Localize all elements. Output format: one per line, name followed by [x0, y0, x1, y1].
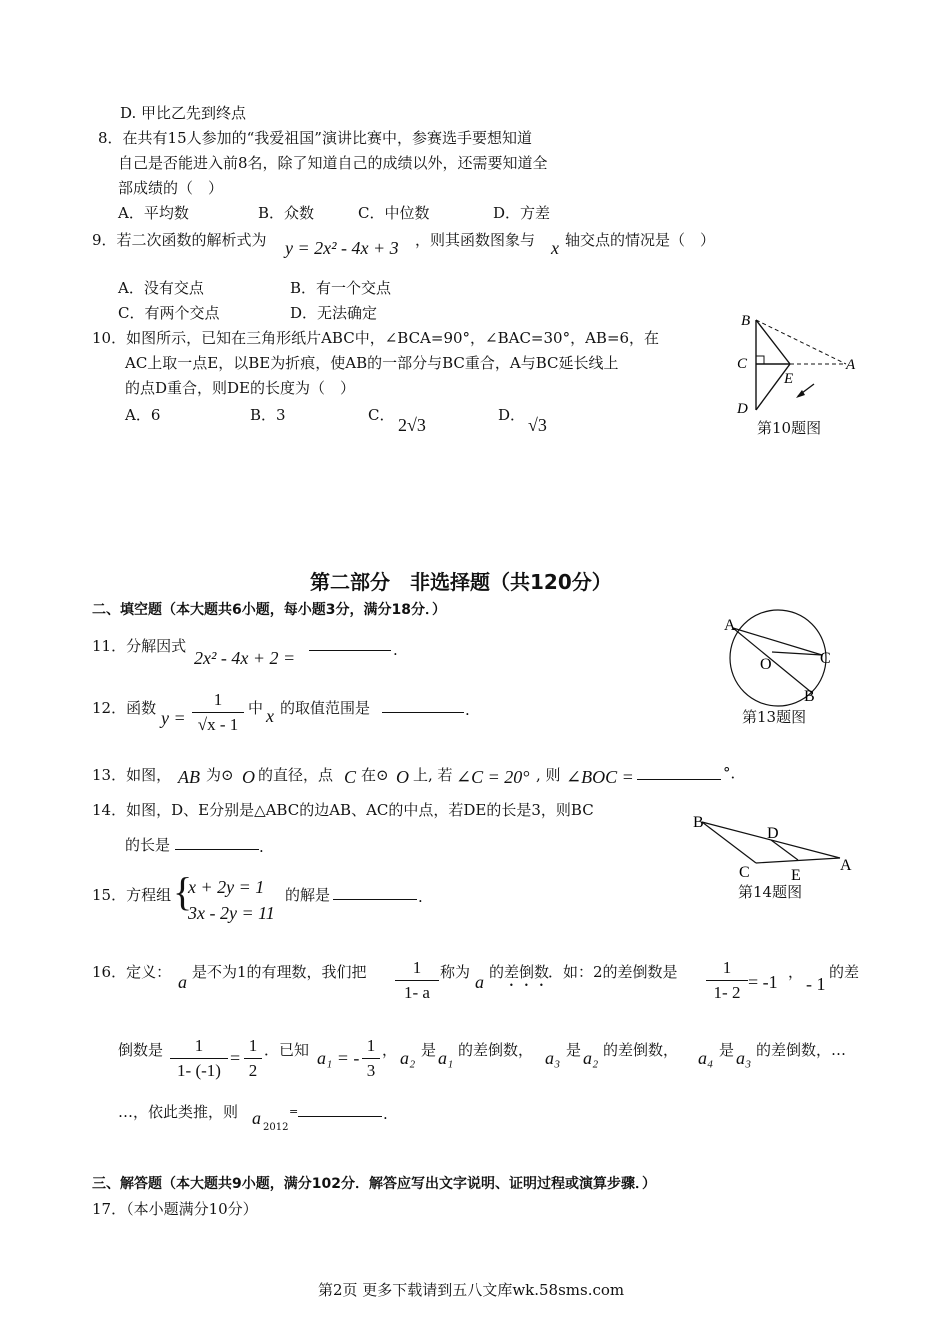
q12-fraction	[192, 690, 244, 735]
q12-end: .	[465, 701, 470, 719]
q13-text1: 为⊙	[206, 766, 234, 784]
fig10-label-d: D	[737, 401, 748, 417]
q8-option-d: D．方差	[493, 204, 551, 222]
section2-title: 二、填空题（本大题共6小题，每小题3分，满分18分．）	[92, 602, 446, 618]
q16-eq2: = -1	[748, 972, 778, 992]
q17-title: 17．（本小题满分10分）	[92, 1200, 258, 1218]
q16-fraction3-den: 1- (-1)	[177, 1061, 221, 1080]
q11-answer-blank[interactable]	[309, 636, 391, 656]
q8-line1: 8．在共有15人参加的“我爱祖国”演讲比赛中，参赛选手要想知道	[98, 129, 532, 147]
q10-line1: 10．如图所示，已知在三角形纸片ABC中，∠BCA=90°，∠BAC=30°，AB=6，在	[92, 329, 660, 347]
q15-suffix: 的解是	[285, 886, 331, 904]
fig14-label-a: A	[840, 857, 852, 874]
q16-fraction4-num: 1	[248, 1036, 258, 1055]
q16-a2: a	[475, 972, 484, 992]
q16-fraction5-bar	[362, 1058, 380, 1059]
fig13-label-c: C	[820, 650, 831, 667]
q14-figure-caption: 第14题图	[738, 883, 803, 901]
q16-a2012-sub: 2012	[263, 1122, 289, 1133]
q16-text9: 是	[421, 1041, 437, 1059]
q15-eq1: x + 2y = 1	[188, 877, 265, 897]
fig14-label-c: C	[739, 864, 750, 881]
q16-text5: ，	[788, 963, 804, 981]
q16-text10: 的差倒数，	[458, 1041, 534, 1059]
q16-fraction4-den: 2	[248, 1061, 258, 1080]
q16-fraction2-bar	[706, 980, 748, 981]
q16-minus-one: - 1	[806, 974, 826, 994]
q13-end: °．	[723, 764, 746, 782]
q16-fraction2	[706, 958, 748, 1003]
q13-o1: O	[242, 767, 255, 787]
fig13-label-o: O	[760, 656, 772, 673]
q16-text11: 是	[566, 1041, 582, 1059]
q16-end: .	[383, 1105, 388, 1123]
q16-text3-dotted: 差倒数	[504, 963, 550, 981]
page-footer: 第2页 更多下载请到五八文库wk.58sms.com	[318, 1281, 625, 1299]
q14-line2: 的长是	[125, 836, 171, 854]
q16-answer-blank[interactable]	[298, 1102, 382, 1122]
q15-end: .	[418, 888, 423, 906]
q16-a: a	[178, 972, 187, 992]
q16-fraction3	[170, 1036, 228, 1081]
q16-text6: 的差	[829, 963, 860, 981]
q16-fraction1-den: 1- a	[404, 983, 430, 1002]
q16-a2-var2: a₂	[583, 1048, 599, 1068]
q16-text12: 的差倒数，	[603, 1041, 679, 1059]
q10-option-c: C．	[368, 406, 395, 424]
q9-option-b: B．有一个交点	[290, 279, 392, 297]
q16-text4: ．如：2的差倒数是	[548, 963, 678, 981]
q10-option-d-value: √3	[528, 415, 547, 435]
fig13-line-ab	[733, 628, 811, 692]
q16-a3-var2: a₃	[736, 1048, 752, 1068]
q13-boc: ∠BOC =	[566, 767, 634, 787]
q16-a3-var: a₃	[545, 1048, 561, 1068]
q16-fraction5	[362, 1036, 380, 1081]
q16-fraction2-num: 1	[722, 958, 732, 977]
q13-answer-blank[interactable]	[637, 765, 721, 785]
fig10-label-c: C	[737, 356, 748, 372]
fig10-right-angle	[756, 356, 764, 364]
q16-text1: 是不为1的有理数，我们把	[192, 963, 367, 981]
q14-end: .	[259, 838, 264, 856]
q15-answer-blank[interactable]	[333, 885, 417, 905]
fig14-label-d: D	[767, 825, 779, 842]
q14-line1: 14．如图，D、E分别是△ABC的边AB、AC的中点，若DE的长是3，则BC	[92, 801, 594, 819]
q10-line3: 的点D重合，则DE的长度为（ ）	[125, 379, 356, 397]
q8-option-a: A．平均数	[118, 204, 189, 222]
q13-text5: , 则	[536, 766, 561, 784]
q9-suffix: 轴交点的情况是（ ）	[565, 231, 716, 249]
q11-end: .	[393, 641, 398, 659]
q10-option-b: B．3	[250, 406, 286, 424]
q9-prefix: 9．若二次函数的解析式为	[92, 231, 267, 249]
q10-option-c-value: 2√3	[398, 415, 426, 435]
fig10-line-be	[756, 320, 790, 364]
fig10-label-b: B	[741, 313, 751, 329]
q14-answer-blank[interactable]	[175, 835, 259, 855]
q16-fraction2-den: 1- 2	[713, 983, 741, 1002]
q13-text4: 上, 若	[413, 766, 453, 784]
q12-y: y =	[161, 708, 186, 728]
q15-eq2: 3x - 2y = 11	[188, 903, 275, 923]
q15-brace: {	[173, 869, 193, 914]
q14-figure	[690, 810, 860, 885]
fig14-line-bc	[702, 822, 756, 863]
q11-prefix: 11．分解因式	[92, 637, 187, 655]
q10-option-a: A．6	[125, 406, 161, 424]
q13-angle: ∠C = 20°	[456, 767, 530, 787]
q16-fraction5-num: 1	[366, 1036, 376, 1055]
q16-fraction4	[244, 1036, 262, 1081]
q8-line3: 部成绩的（ ）	[118, 179, 224, 197]
q16-a4-var: a₄	[698, 1048, 714, 1068]
fig14-label-b: B	[693, 814, 704, 831]
q12-prefix: 12．函数	[92, 699, 157, 717]
q16-fraction3-bar	[170, 1058, 228, 1059]
q7-option-d: D. 甲比乙先到终点	[120, 104, 247, 122]
q16-text8: ，	[382, 1041, 398, 1059]
section3-title: 三、解答题（本大题共9小题，满分102分．解答应写出文字说明、证明过程或演算步骤．）	[92, 1176, 656, 1192]
q13-c: C	[344, 767, 357, 787]
q8-option-b: B．众数	[258, 204, 315, 222]
fig10-label-e: E	[784, 371, 794, 387]
q16-fraction5-den: 3	[366, 1061, 376, 1080]
q16-eqsign: =	[289, 1105, 299, 1118]
q13-ab: AB	[178, 767, 200, 787]
fig14-line-ca	[756, 858, 840, 863]
q12-fraction-bar	[192, 712, 244, 713]
q12-numerator: 1	[213, 690, 223, 709]
fig14-label-e: E	[791, 867, 801, 884]
q12-answer-blank[interactable]	[382, 698, 464, 718]
q9-formula: y = 2x² - 4x + 3	[285, 238, 399, 258]
q16-text3: 的	[489, 963, 505, 981]
q9-mid: ，则其函数图象与	[415, 231, 536, 249]
q10-line2: AC上取一点E，以BE为折痕，使AB的一部分与BC重合，A与BC延长线上	[125, 354, 619, 372]
q16-text2: 称为	[440, 963, 471, 981]
q12-var: x	[266, 706, 274, 726]
q16-fraction1-bar	[395, 980, 439, 981]
q11-formula: 2x² - 4x + 2 =	[194, 648, 296, 668]
q16-text13: 是	[719, 1041, 735, 1059]
q8-option-c: C．中位数	[358, 204, 430, 222]
q9-option-d: D．无法确定	[290, 304, 378, 322]
q16-line2-prefix: 倒数是	[118, 1041, 164, 1059]
q12-suffix: 的取值范围是	[280, 699, 371, 717]
q16-text14: 的差倒数，…	[756, 1041, 847, 1059]
q8-line2: 自己是否能进入前8名，除了知道自己的成绩以外，还需要知道全	[118, 154, 548, 172]
q13-prefix: 13．如图，	[92, 766, 172, 784]
q15-prefix: 15．方程组	[92, 886, 172, 904]
q16-a1-var: a₁	[438, 1048, 454, 1068]
q13-text3: 在⊙	[361, 766, 389, 784]
q10-option-d: D．	[498, 406, 526, 424]
fig10-label-a: A	[846, 357, 856, 373]
q16-a2012: a	[252, 1108, 261, 1128]
q16-line3-prefix: …，依此类推，则	[118, 1103, 239, 1121]
fig13-line-ac	[733, 628, 822, 655]
q16-fraction3-num: 1	[194, 1036, 204, 1055]
q13-o2: O	[396, 767, 409, 787]
q13-figure	[718, 608, 848, 708]
q16-text7: ．已知	[264, 1041, 310, 1059]
q16-eq3: =	[230, 1048, 241, 1068]
fig13-label-a: A	[724, 617, 736, 634]
q12-denominator: √x - 1	[197, 715, 239, 734]
q16-fraction1-num: 1	[412, 958, 422, 977]
q16-a1-eq: a₁ = -	[317, 1048, 360, 1068]
q16-fraction1	[395, 958, 439, 1003]
fig13-label-b: B	[804, 688, 815, 705]
part2-title: 第二部分 非选择题（共120分）	[310, 570, 612, 594]
q9-option-c: C．有两个交点	[118, 304, 220, 322]
q9-var: x	[551, 238, 559, 258]
q10-figure	[728, 308, 868, 418]
q9-option-a: A．没有交点	[118, 279, 204, 297]
q16-prefix: 16．定义：	[92, 963, 172, 981]
q16-a2-var: a₂	[400, 1048, 416, 1068]
q12-mid: 中	[248, 699, 264, 717]
q13-figure-caption: 第13题图	[742, 708, 807, 726]
q13-text2: 的直径，点	[258, 766, 334, 784]
fig10-line-ba	[756, 320, 846, 364]
q10-figure-caption: 第10题图	[757, 419, 822, 437]
q16-fraction4-bar	[244, 1058, 262, 1059]
